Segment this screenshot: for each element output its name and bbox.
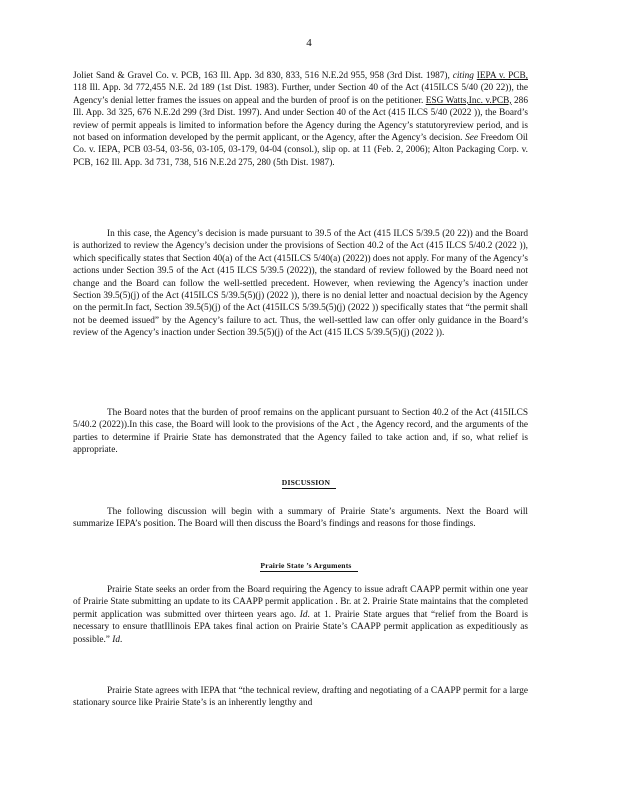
paragraph-burden-of-proof: The Board notes that the burden of proof remains on the applicant pursuant to Section 40.2 of the Act (415ILCS 5/40.2 (2022)).In this case, the Board will look to the provisions of the Act , the Agency record, and the arguments of the parties to determine if Prairie State has demonstrated that the Agency failed to take action and, if so, what relief is appropriate. [73, 408, 528, 456]
paragraph-discussion-intro: The following discussion will begin with a summary of Prairie State’s arguments. Next the Board will summarize IEPA’s position. The Board will then discuss the Board’s findings and reasons for those findings. [73, 507, 528, 530]
paragraph-prairie-state-order: Prairie State seeks an order from the Board requiring the Agency to issue adraft CAAPP permit within one year of Prairie State submitting an update to its CAAPP permit application . Br. at 2. Prairie State maintains that the completed permit application was submitted over thirteen years ago. Id. at 1. Prairie State argues that “relief from the Board is necessary to ensure thatIllinois EPA takes final action on Prairie State’s CAAPP permit application as expeditiously as possible.” Id. [73, 585, 528, 645]
citation-id: Id [112, 634, 121, 645]
citation-text: 118 Ill. App. 3d 772,455 N.E. 2d 189 (1st Dist. 1983). Further, under Section 40 of the Act (415ILCS 5/40 (20 22)), the Agency’s denial letter frames the issues on appeal and the burden of proof is on the petitioner. [73, 83, 528, 106]
paragraph-prairie-state-agrees: Prairie State agrees with IEPA that “the technical review, drafting and negotiating of a CAAPP permit for a large stationary source like Prairie State’s is an inherently lengthy and [73, 686, 528, 709]
paragraph-agency-decision: In this case, the Agency’s decision is made pursuant to 39.5 of the Act (415 ILCS 5/39.5 (20 22)) and the Board is authorized to review the Agency’s decision under the provisions of Section 40.2 of the Act (415 ILCS 5/40.2 (2022 )), which specifically states that Section 40(a) of the Act (415ILCS 5/40(a) (2022)) does not apply. For many of the Agency’s actions under Section 39.5 of the Act (415 ILCS 5/39.5 (2022)), the standard of review followed by the Board need not change and the Board can follow the well-settled precedent. However, when reviewing the Agency’s inaction under Section 39.5(5)(j) of the Act (415ILCS 5/39.5(5)(j) (2022 )), there is no denial letter and noactual decision by the Agency on the permit.In fact, Section 39.5(5)(j) of the Act (415ILCS 5/39.5(5)(j) (2022 )) specifically states that “the permit shall not be deemed issued” by the Agency’s failure to act. Thus, the well-settled law can offer only guidance in the Board’s review of the Agency’s inaction under Section 39.5(5)(j) of the Act (415 ILCS 5/39.5(5)(j) (2022 )). [73, 229, 528, 339]
section-heading-prairie-state-arguments: Prairie State ’s Arguments [0, 561, 618, 572]
citation-id: Id [299, 609, 308, 620]
page-number: 4 [306, 37, 312, 49]
signal-citing: citing [452, 71, 474, 81]
citation-text: 286 Ill. App. 3d 325, 676 N.E.2d 299 (3rd Dist. 1997). And under Section 40 of the Act (415 ILCS 5/40 (2022 )), the Board’s review of permit appeals is limited to information before the Agency during the Agency’s statutoryreview period, and is not based on information developed by the permit applicant, or the Agency, after the Agency’s decision. [73, 95, 528, 144]
case-name-iepa: IEPA v. PCB, [476, 71, 529, 81]
section-heading-discussion: DISCUSSION [0, 478, 618, 489]
citation-text: Joliet Sand & Gravel Co. v. PCB, 163 Ill. App. 3d 830, 833, 516 N.E.2d 955, 958 (3rd Dist. 1987), [73, 71, 450, 81]
case-name-esg-watts: ESG Watts,Inc. v.PCB, [425, 95, 512, 106]
citation-text: Freedom Oil Co. v. IEPA, PCB 03-54, 03-56, 03-105, 03-179, 04-04 (consol.), slip op. at 11 (Feb. 2, 2006); Alton Packaging Corp. v. PCB, 162 Ill. App. 3d 731, 738, 516 N.E.2d 275, 280 (5th Dist. 1987). [73, 133, 529, 168]
signal-see: See [465, 133, 478, 144]
paragraph-standard-of-review [73, 70, 528, 169]
